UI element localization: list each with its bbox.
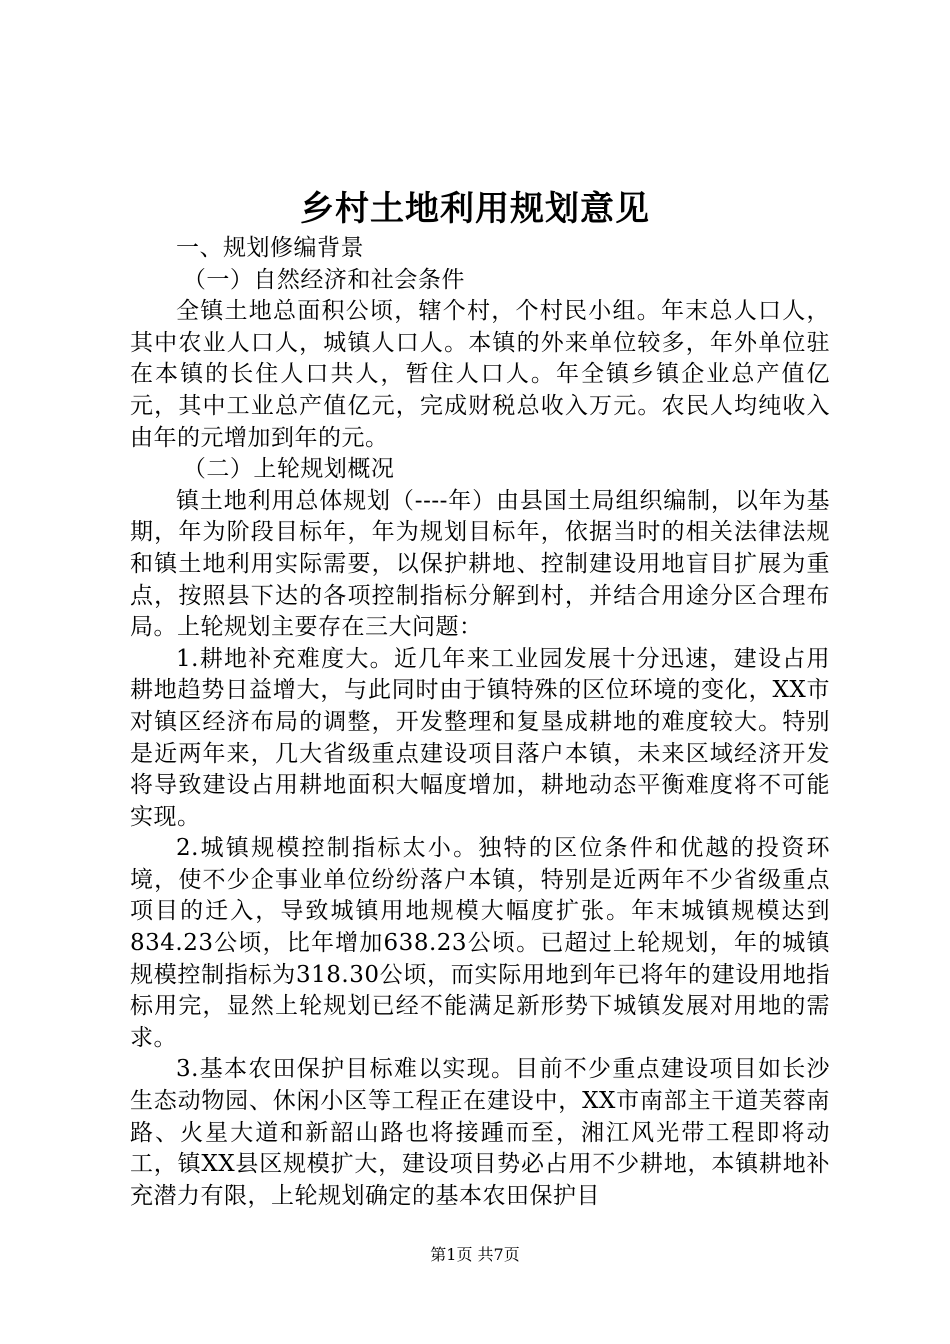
paragraph-problem-3: 3.基本农田保护目标难以实现。目前不少重点建设项目如长沙生态动物园、休闲小区等工程正在建设中，XX市南部主干道芙蓉南路、火星大道和新韶山路也将接踵而至，湘江风光带工程即将动工，镇XX县区规模扩大，建设项目势必占用不少耕地，本镇耕地补充潜力有限，上轮规划确定的基本农田保护目 bbox=[130, 1056, 830, 1209]
paragraph-conditions: 全镇土地总面积公顷，辖个村，个村民小组。年末总人口人，其中农业人口人，城镇人口人。本镇的外来单位较多，年外单位驻在本镇的长住人口共人，暂住人口人。年全镇乡镇企业总产值亿元，其中工业总产值亿元，完成财税总收入万元。农民人均纯收入由年的元增加到年的元。 bbox=[130, 298, 830, 451]
document-title: 乡村土地利用规划意见 bbox=[300, 189, 650, 229]
paragraph-problem-1: 1.耕地补充难度大。近几年来工业园发展十分迅速，建设占用耕地趋势日益增大，与此同时由于镇特殊的区位环境的变化，XX市对镇区经济布局的调整，开发整理和复垦成耕地的难度较大。特别是近两年来，几大省级重点建设项目落户本镇，未来区域经济开发将导致建设占用耕地面积大幅度增加，耕地动态平衡难度将不可能实现。 bbox=[130, 645, 830, 830]
subsection-heading-previous-plan: （二）上轮规划概况 bbox=[182, 456, 395, 483]
subsection-heading-conditions: （一）自然经济和社会条件 bbox=[182, 266, 465, 293]
page-number-footer: 第1页 共7页 bbox=[430, 1245, 520, 1264]
document-body bbox=[130, 233, 830, 1212]
section-heading-background: 一、规划修编背景 bbox=[176, 235, 364, 261]
paragraph-previous-plan: 镇土地利用总体规划（----年）由县国土局组织编制，以年为基期，年为阶段目标年，年为规划目标年，依据当时的相关法律法规和镇土地利用实际需要，以保护耕地、控制建设用地盲目扩展为重点，按照县下达的各项控制指标分解到村，并结合用途分区合理布局。上轮规划主要存在三大问题： bbox=[130, 487, 830, 641]
paragraph-problem-2: 2.城镇规模控制指标太小。独特的区位条件和优越的投资环境，使不少企事业单位纷纷落户本镇，特别是近两年不少省级重点项目的迁入，导致城镇用地规模大幅度扩张。年末城镇规模达到834.23公顷，比年增加638.23公顷。已超过上轮规划，年的城镇规模控制指标为318.30公顷，而实际用地到年已将年的建设用地指标用完，显然上轮规划已经不能满足新形势下城镇发展对用地的需求。 bbox=[130, 835, 830, 1051]
